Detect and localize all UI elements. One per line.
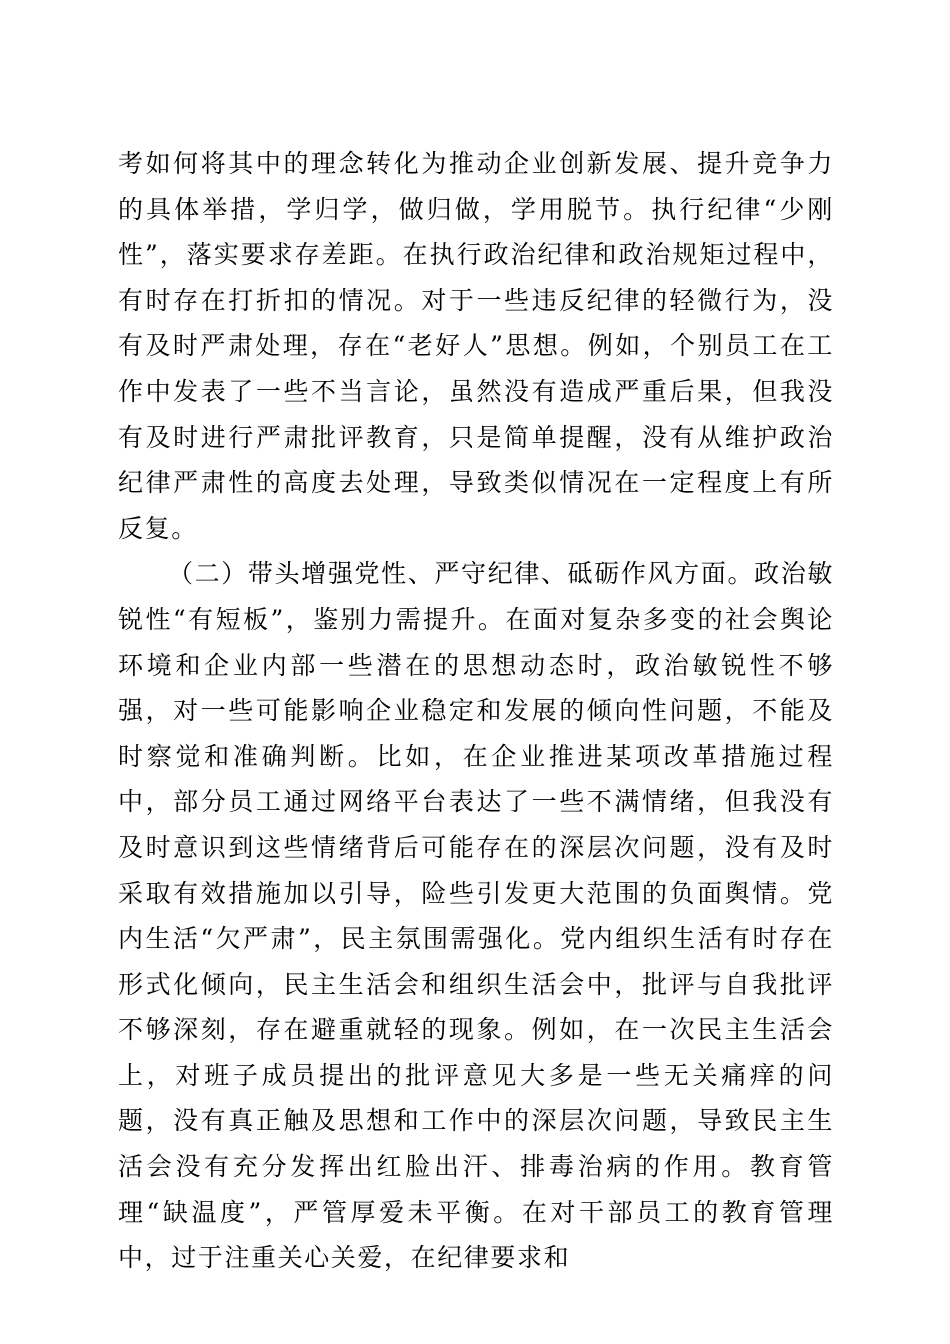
paragraph-continuation: 考如何将其中的理念转化为推动企业创新发展、提升竞争力的具体举措，学归学，做归做，学用脱节。执行纪律“少刚性”，落实要求存差距。在执行政治纪律和政治规矩过程中，有时存在打折扣的情况。对于一些违反纪律的轻微行为，没有及时严肃处理，存在“老好人”思想。例如，个别员工在工作中发表了一些不当言论，虽然没有造成严重后果，但我没有及时进行严肃批评教育，只是简单提醒，没有从维护政治纪律严肃性的高度去处理，导致类似情况在一定程度上有所反复。 — [118, 149, 834, 543]
paragraph-section-two: （二）带头增强党性、严守纪律、砥砺作风方面。政治敏锐性“有短板”，鉴别力需提升。在面对复杂多变的社会舆论环境和企业内部一些潜在的思想动态时，政治敏锐性不够强，对一些可能影响企业稳定和发展的倾向性问题，不能及时察觉和准确判断。比如，在企业推进某项改革措施过程中，部分员工通过网络平台表达了一些不满情绪，但我没有及时意识到这些情绪背后可能存在的深层次问题，没有及时采取有效措施加以引导，险些引发更大范围的负面舆情。党内生活“欠严肃”，民主氛围需强化。党内组织生活有时存在形式化倾向，民主生活会和组织生活会中，批评与自我批评不够深刻，存在避重就轻的现象。例如，在一次民主生活会上，对班子成员提出的批评意见大多是一些无关痛痒的问题，没有真正触及思想和工作中的深层次问题，导致民主生活会没有充分发挥出红脸出汗、排毒治病的作用。教育管理“缺温度”，严管厚爱未平衡。在对干部员工的教育管理中，过于注重关心关爱，在纪律要求和 — [118, 559, 834, 1273]
document-body — [118, 141, 834, 1281]
